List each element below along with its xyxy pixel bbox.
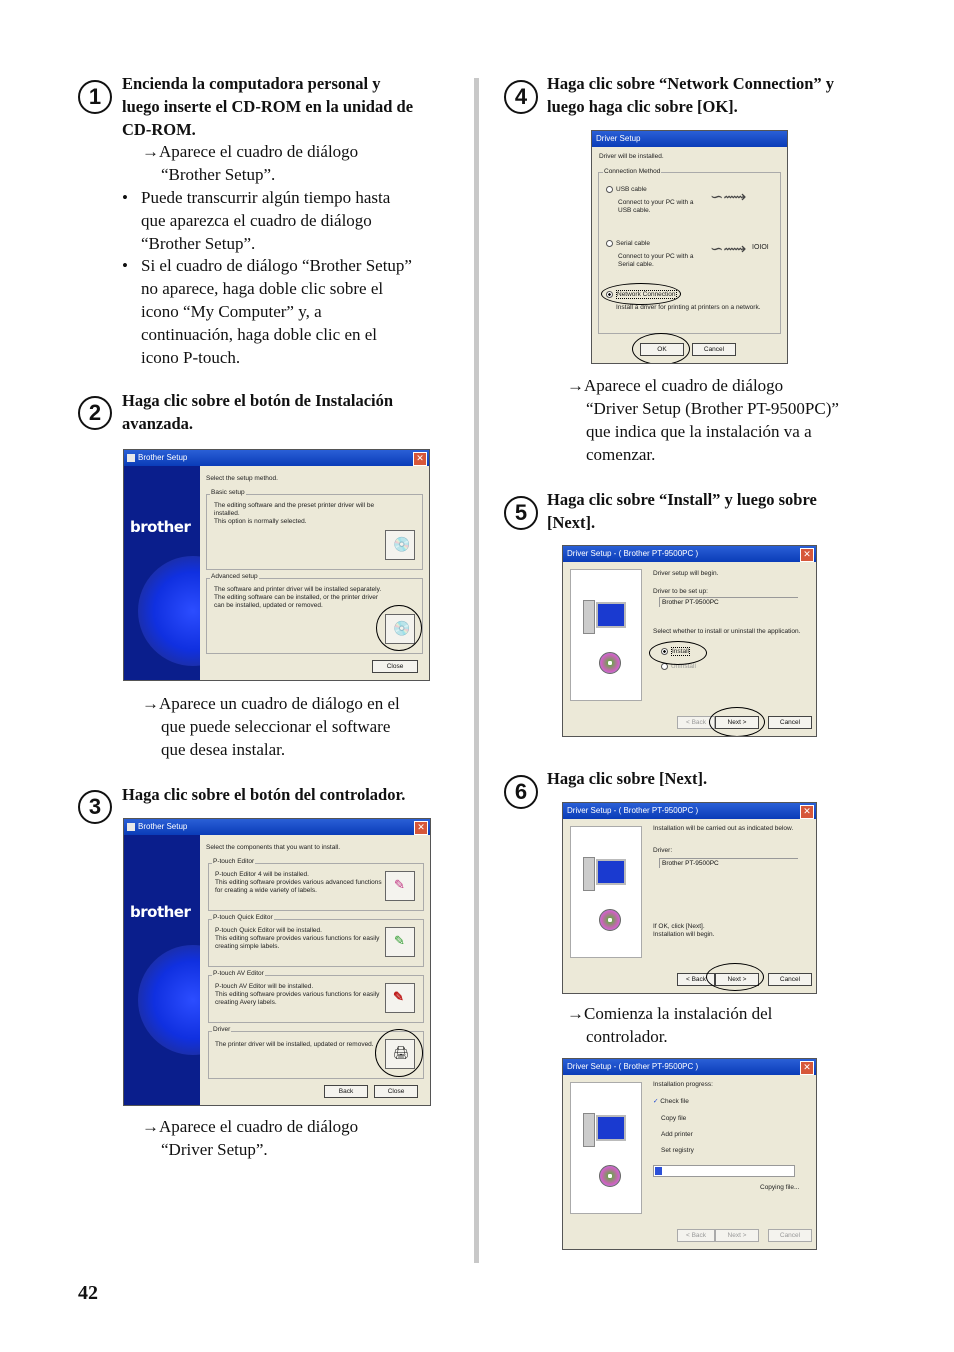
heading-line: Haga clic sobre [Next]. <box>547 769 708 788</box>
heading-line: Haga clic sobre “Network Connection” y <box>547 74 835 93</box>
close-icon[interactable]: ✕ <box>800 548 814 562</box>
driver-setup-progress-dialog <box>562 1058 817 1250</box>
brother-setup-method-dialog <box>123 449 430 681</box>
pc-monitor <box>596 602 626 628</box>
step-number-5: 5 <box>504 496 538 530</box>
highlight-circle <box>706 963 764 991</box>
highlight-circle <box>601 283 681 305</box>
bullet-line: no aparece, haga doble clic sobre el <box>141 279 384 298</box>
usb-radio[interactable] <box>606 186 647 194</box>
driver-setup-confirm-dialog <box>562 802 817 994</box>
text-line: This option is normally selected. <box>214 518 307 525</box>
bullet-line: icono P-touch. <box>141 348 241 367</box>
progress-fill <box>655 1167 662 1175</box>
result-line: que desea instalar. <box>161 740 286 759</box>
step-5-heading <box>547 488 892 534</box>
result-line: que puede seleccionar el software <box>161 717 391 736</box>
text-line: USB cable. <box>618 207 651 214</box>
app-icon <box>127 454 135 462</box>
item-label: Check file <box>660 1098 689 1105</box>
editor-icon: ✎ <box>394 877 405 892</box>
back-button[interactable]: < Back <box>677 716 715 729</box>
progress-item: Set registry <box>661 1147 694 1154</box>
group-label: Driver <box>213 1026 231 1033</box>
driver-setup-connection-dialog <box>591 130 788 364</box>
text-line: Serial cable. <box>618 261 654 268</box>
group-label: P-touch Quick Editor <box>213 914 273 921</box>
result-line: →Aparece un cuadro de diálogo en el <box>142 694 400 713</box>
ptouch-editor-button[interactable] <box>385 871 415 901</box>
cd-icon <box>599 1165 621 1187</box>
cd-icon: 💿 <box>393 620 411 636</box>
bullet-marker: • <box>122 188 128 207</box>
dialog-titlebar <box>124 819 430 835</box>
serial-radio[interactable] <box>606 240 650 248</box>
next-button[interactable]: Next > <box>715 716 759 729</box>
av-editor-icon: ✎ <box>393 989 404 1004</box>
highlight-circle <box>375 1029 423 1077</box>
group-label: P-touch Editor <box>213 858 255 865</box>
bullet-line: continuación, haga doble clic en el <box>141 325 378 344</box>
result-line: →Aparece el cuadro de diálogo <box>142 1117 359 1136</box>
step-6-heading <box>547 767 892 790</box>
text-line: creating Avery labels. <box>215 999 277 1006</box>
dialog-title: Driver Setup - ( Brother PT-9500PC ) <box>567 1062 699 1071</box>
info-line: Driver: <box>653 847 673 854</box>
heading-line: luego inserte el CD-ROM en la unidad de <box>122 97 414 116</box>
text-line: P-touch Editor 4 will be installed. <box>215 871 309 878</box>
highlight-circle <box>376 605 422 651</box>
computer-illustration <box>570 569 642 701</box>
next-button[interactable]: Next > <box>715 973 759 986</box>
result-line: →Comienza la instalación del <box>567 1004 773 1023</box>
result-line: →Aparece el cuadro de diálogo <box>142 142 359 161</box>
heading-line: CD-ROM. <box>122 120 196 139</box>
pc-monitor <box>596 1115 626 1141</box>
dialog-prompt: Select the components that you want to install. <box>206 844 341 851</box>
highlight-circle <box>709 707 765 737</box>
dialog-titlebar <box>592 131 787 147</box>
result-line: comenzar. <box>586 445 656 464</box>
back-button[interactable]: < Back <box>677 1229 715 1242</box>
brother-branding-panel <box>124 466 200 680</box>
basic-setup-button[interactable] <box>385 530 415 560</box>
bullet-line: Puede transcurrir algún tiempo hasta <box>141 188 391 207</box>
group-label: Connection Method <box>604 168 661 175</box>
radio-label: Install <box>672 648 689 656</box>
group-label: P-touch AV Editor <box>213 970 264 977</box>
info-line: Installation progress: <box>653 1081 713 1088</box>
dialog-titlebar <box>563 1059 816 1075</box>
radio-label: Network Connection <box>617 291 676 299</box>
group-text <box>215 1041 385 1049</box>
step-2-result <box>142 692 462 761</box>
heading-line: Haga clic sobre el botón del controlador. <box>122 785 406 804</box>
radio-indicator <box>606 186 613 193</box>
bullet-line: Si el cuadro de diálogo “Brother Setup” <box>141 256 412 275</box>
step-3-result <box>142 1115 462 1161</box>
brother-logo: brother <box>130 518 191 536</box>
status-text: Copying file... <box>760 1184 800 1191</box>
step-4-result <box>567 374 897 466</box>
cancel-button[interactable]: Cancel <box>768 716 812 729</box>
brother-logo: brother <box>130 903 191 921</box>
radio-label: Uninstall <box>671 663 696 671</box>
cd-icon: 💿 <box>393 536 411 552</box>
brother-branding-panel <box>124 835 200 1105</box>
serial-port-glyph: IOIOI <box>752 244 769 251</box>
info-line: Installation will begin. <box>653 931 715 938</box>
result-line: →Aparece el cuadro de diálogo <box>567 376 784 395</box>
info-line: Installation will be carried out as indicated below. <box>653 825 794 832</box>
text-line: This editing software provides various functions for easily <box>215 935 380 942</box>
step-number-1: 1 <box>78 80 112 114</box>
text-line: The editing software can be installed, or the printer driver <box>214 594 379 601</box>
quick-editor-icon: ✎ <box>394 933 405 948</box>
step-6-result <box>567 1002 897 1048</box>
close-icon[interactable]: ✕ <box>414 821 428 835</box>
group-text <box>215 927 385 951</box>
page-number: 42 <box>78 1282 98 1304</box>
usb-description <box>618 199 694 215</box>
result-line: “Driver Setup”. <box>161 1140 268 1159</box>
close-button[interactable]: Close <box>372 660 418 673</box>
group-text <box>215 983 385 1007</box>
info-line: Select whether to install or uninstall the application. <box>653 628 801 635</box>
driver-name-field: Brother PT-9500PC <box>659 858 798 868</box>
result-line: “Driver Setup (Brother PT-9500PC)” <box>586 399 839 418</box>
ok-button[interactable]: OK <box>640 343 684 356</box>
info-line: If OK, click [Next]. <box>653 923 705 930</box>
back-button[interactable]: < Back <box>677 973 715 986</box>
text-line: The editing software and the preset printer driver will be <box>214 502 375 509</box>
app-icon <box>127 823 135 831</box>
close-icon[interactable]: ✕ <box>800 1061 814 1075</box>
heading-line: avanzada. <box>122 414 194 433</box>
driver-name-field: Brother PT-9500PC <box>659 597 798 607</box>
cancel-button[interactable]: Cancel <box>768 973 812 986</box>
text-line: The software and printer driver will be installed separately. <box>214 586 382 593</box>
bullet-line: que aparezca el cuadro de diálogo <box>141 211 372 230</box>
close-icon[interactable]: ✕ <box>413 452 427 466</box>
text-line: The printer driver will be installed, updated or removed. <box>215 1041 374 1048</box>
computer-illustration <box>570 1082 642 1214</box>
step-number-6: 6 <box>504 775 538 809</box>
cd-graphic <box>138 556 200 666</box>
dialog-title: Brother Setup <box>138 822 188 831</box>
result-line: “Brother Setup”. <box>161 165 276 184</box>
close-button[interactable]: Close <box>374 1085 418 1098</box>
bullet-line: “Brother Setup”. <box>141 234 256 253</box>
step-1-bullet-2 <box>122 254 467 369</box>
basic-setup-text <box>214 502 384 526</box>
heading-line: luego haga clic sobre [OK]. <box>547 97 738 116</box>
cd-icon <box>599 652 621 674</box>
text-line: P-touch AV Editor will be installed. <box>215 983 314 990</box>
pc-tower <box>583 857 595 891</box>
next-button[interactable]: Next > <box>715 1229 759 1242</box>
network-description: Install a driver for printing at printers on a network. <box>616 304 761 311</box>
bullet-line: icono “My Computer” y, a <box>141 302 322 321</box>
step-number-4: 4 <box>504 80 538 114</box>
pc-tower <box>583 1113 595 1147</box>
column-divider <box>474 78 479 1263</box>
heading-line: Haga clic sobre el botón de Instalación <box>122 391 394 410</box>
text-line: This editing software provides various advanced functions <box>215 879 382 886</box>
dialog-title: Brother Setup <box>138 453 188 462</box>
text-line: P-touch Quick Editor will be installed. <box>215 927 322 934</box>
highlight-circle <box>649 641 707 665</box>
brother-setup-components-dialog <box>123 818 431 1106</box>
cancel-button[interactable]: Cancel <box>692 343 736 356</box>
pc-tower <box>583 600 595 634</box>
bullet-marker: • <box>122 256 128 275</box>
step-1-heading <box>122 72 467 141</box>
dialog-title: Driver Setup - ( Brother PT-9500PC ) <box>567 806 699 815</box>
driver-setup-install-dialog <box>562 545 817 737</box>
group-label: Basic setup <box>211 489 245 496</box>
result-line: controlador. <box>586 1027 668 1046</box>
serial-description <box>618 253 694 269</box>
close-icon[interactable]: ✕ <box>800 805 814 819</box>
dialog-titlebar <box>563 803 816 819</box>
printer-icon: 🖨 <box>393 1045 410 1060</box>
cd-icon <box>599 909 621 931</box>
text-line: Connect to your PC with a <box>618 199 694 206</box>
dialog-title: Driver Setup <box>596 134 641 143</box>
av-editor-button[interactable] <box>385 983 415 1013</box>
step-number-2: 2 <box>78 396 112 430</box>
text-line: creating simple labels. <box>215 943 280 950</box>
text-line: for creating a wide variety of labels. <box>215 887 317 894</box>
heading-line: Haga clic sobre “Install” y luego sobre <box>547 490 817 509</box>
text-line: can be installed, updated or removed. <box>214 602 323 609</box>
dialog-title: Driver Setup - ( Brother PT-9500PC ) <box>567 549 699 558</box>
group-label: Advanced setup <box>211 573 258 580</box>
usb-cable-icon: ∽⟿ <box>710 189 747 206</box>
step-number-3: 3 <box>78 790 112 824</box>
result-line: que indica que la instalación va a <box>586 422 812 441</box>
radio-label: USB cable <box>616 186 647 194</box>
cancel-button[interactable]: Cancel <box>768 1229 812 1242</box>
progress-item <box>653 1098 689 1106</box>
highlight-circle <box>632 333 690 364</box>
radio-indicator <box>606 240 613 247</box>
computer-illustration <box>570 826 642 958</box>
text-line: This editing software provides various functions for easily <box>215 991 380 998</box>
progress-bar <box>653 1165 795 1177</box>
serial-cable-icon: ∽⟿ <box>710 241 747 258</box>
step-1-bullet-1 <box>122 186 467 255</box>
check-icon: ✓ <box>653 1098 659 1105</box>
cd-graphic <box>138 945 200 1055</box>
step-3-heading <box>122 783 467 806</box>
progress-item: Add printer <box>661 1131 693 1138</box>
dialog-titlebar <box>124 450 429 466</box>
pc-monitor <box>596 859 626 885</box>
text-line: installed. <box>214 510 240 517</box>
text-line: Connect to your PC with a <box>618 253 694 260</box>
heading-line: Encienda la computadora personal y <box>122 74 381 93</box>
step-4-heading <box>547 72 892 118</box>
advanced-setup-text <box>214 586 389 610</box>
quick-editor-button[interactable] <box>385 927 415 957</box>
dialog-titlebar <box>563 546 816 562</box>
dialog-prompt: Driver will be installed. <box>599 153 664 160</box>
radio-label: Serial cable <box>616 240 650 248</box>
step-2-heading <box>122 389 467 435</box>
progress-item: Copy file <box>661 1115 687 1122</box>
step-1-result <box>142 140 462 186</box>
info-line: Driver to be set up: <box>653 588 708 595</box>
back-button[interactable]: Back <box>324 1085 368 1098</box>
dialog-prompt: Select the setup method. <box>206 475 278 482</box>
heading-line: [Next]. <box>547 513 596 532</box>
info-line: Driver setup will begin. <box>653 570 719 577</box>
group-text <box>215 871 385 895</box>
